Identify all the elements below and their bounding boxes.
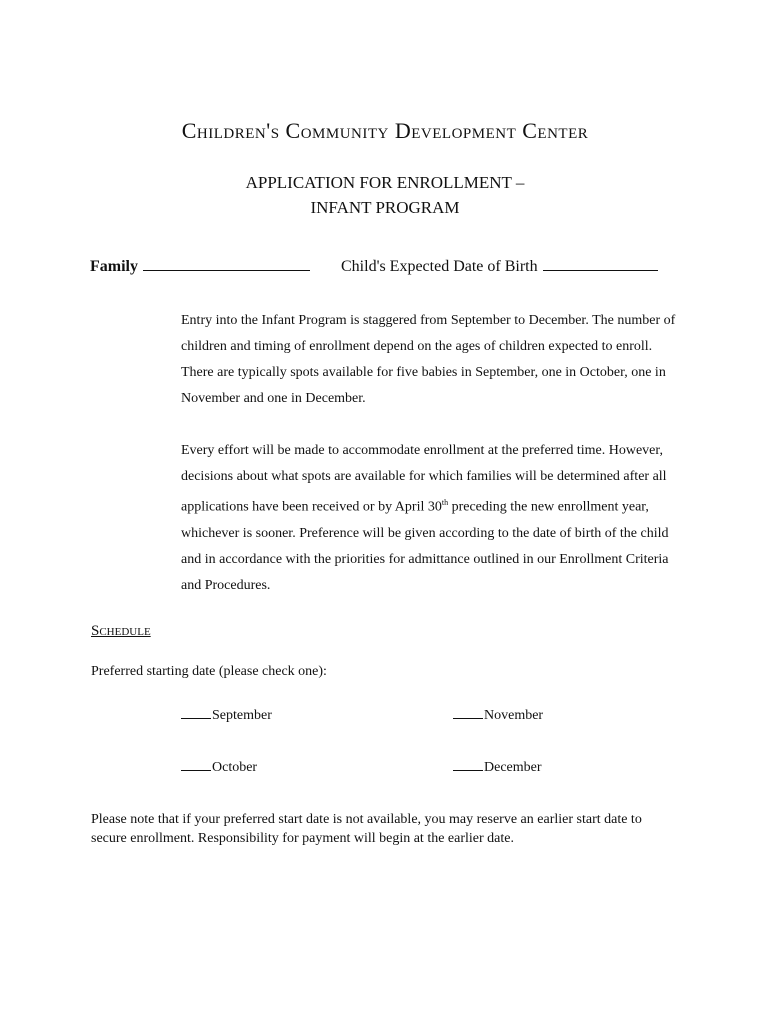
check-line-october[interactable] [181, 758, 211, 771]
expected-dob-field [341, 256, 658, 276]
application-title-line-2: INFANT PROGRAM [310, 198, 460, 217]
option-november[interactable] [453, 706, 543, 724]
option-october-label: October [212, 760, 258, 775]
expected-dob-label: Child's Expected Date of Birth [341, 258, 538, 275]
family-label: Family [90, 258, 138, 275]
family-blank-line[interactable] [143, 256, 310, 271]
enrollment-decision-paragraph [181, 438, 681, 599]
application-title-line-1: APPLICATION FOR ENROLLMENT – [245, 173, 525, 192]
option-september-label: September [212, 708, 272, 723]
check-line-november[interactable] [453, 706, 483, 719]
ordinal-suffix: th [441, 498, 449, 507]
infant-program-entry-paragraph: Entry into the Infant Program is staggered from September to December. The number of children and timing of enrollment depend on the ages of children expected to enroll. There are typically spots available for five babies in September, one in October, one in November and one in December. [181, 313, 676, 406]
option-november-label: November [484, 708, 544, 723]
organization-title: Children's Community Development Center [181, 118, 589, 143]
start-date-note: Please note that if your preferred start date is not available, you may reserve an earlier start date to secure enrollment. Responsibility for payment will begin at the earlier date. [91, 812, 642, 846]
family-info-row [90, 256, 680, 280]
preferred-start-label: Preferred starting date (please check one): [91, 664, 327, 679]
enrollment-decision-text-1: Every effort will be made to accommodate enrollment at the preferred time. However, decisions about what spots are available for which families will be determined after all applications have been received or by April 30 [181, 443, 667, 515]
option-october[interactable] [181, 758, 257, 776]
schedule-heading: Schedule [91, 623, 151, 639]
option-december-label: December [484, 760, 542, 775]
expected-dob-blank-line[interactable] [543, 256, 658, 271]
check-line-december[interactable] [453, 758, 483, 771]
check-line-september[interactable] [181, 706, 211, 719]
option-september[interactable] [181, 706, 272, 724]
family-field [90, 256, 310, 276]
option-december[interactable] [453, 758, 542, 776]
enrollment-decision-text-2: preceding the new enrollment year, whichever is sooner. Preference will be given according to the date of birth of the child and in accordance with the priorities for admittance outlined in our Enrollment Criteria and Procedures. [181, 499, 669, 593]
application-title [0, 170, 770, 220]
